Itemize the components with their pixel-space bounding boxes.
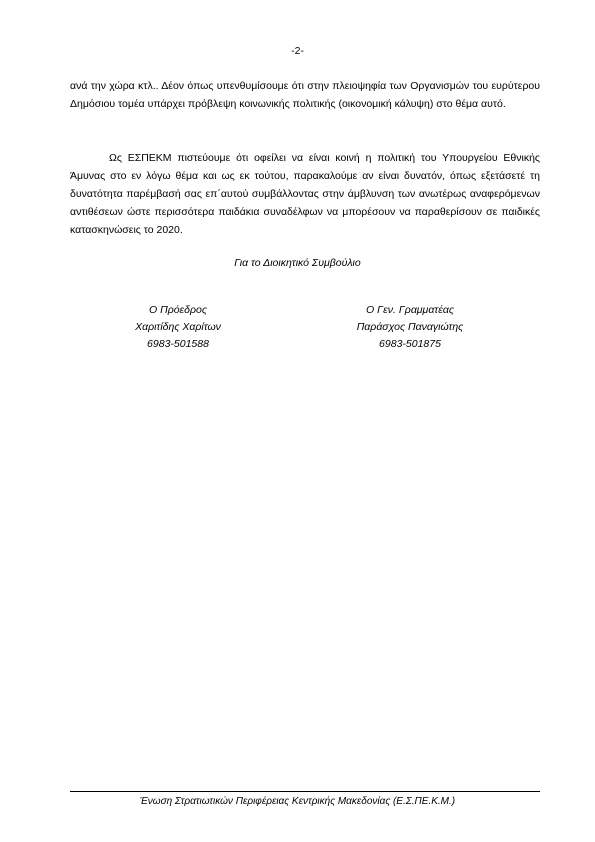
body-paragraph-2: Ως ΕΣΠΕΚΜ πιστεύουμε ότι οφείλει να είναι κοινή η πολιτική του Υπουργείου Εθνικής Άμυνας στο εν λόγω θέμα και ως εκ τούτου, παρακαλούμε αν είναι δυνατόν, όπως εξετάσετέ τη δυνατότητα παρέμβασή σας επ΄αυτού συμβάλλοντας στην άμβλυνση των ανωτέρως αναφερόμενων αντιθέσεων ώστε περισσότερα παιδάκια συναδέλφων να μπορέσουν να παραθερίσουν σε παιδικές κατασκηνώσεις το 2020. xyxy=(70,152,540,236)
body-paragraph-1: ανά την χώρα κτλ.. Δέον όπως υπενθυμίσουμε ότι στην πλειοψηφία των Οργανισμών του ευρύτερου Δημόσιου τομέα υπάρχει πρόβλεψη κοινωνικής πολιτικής (οικονομική κάλυψη) στο θέμα αυτό. xyxy=(70,80,540,110)
secretary-name: Παράσχος Παναγιώτης xyxy=(356,321,464,333)
page-number: -2- xyxy=(291,45,304,57)
president-phone: 6983-501588 xyxy=(147,338,209,350)
president-role: Ο Πρόεδρος xyxy=(149,304,207,316)
footer-organization: Ένωση Στρατιωτικών Περιφέρειας Κεντρικής Μακεδονίας (Ε.Σ.ΠΕ.Κ.Μ.) xyxy=(139,796,456,807)
signature-heading: Για το Διοικητικό Συμβούλιο xyxy=(234,257,361,269)
footer-divider xyxy=(70,791,540,792)
secretary-phone: 6983-501875 xyxy=(379,338,441,350)
president-name: Χαριτίδης Χαρίτων xyxy=(135,321,221,333)
president-signature xyxy=(78,302,278,353)
secretary-role: Ο Γεν. Γραμματέας xyxy=(366,304,454,316)
secretary-signature xyxy=(310,302,510,353)
